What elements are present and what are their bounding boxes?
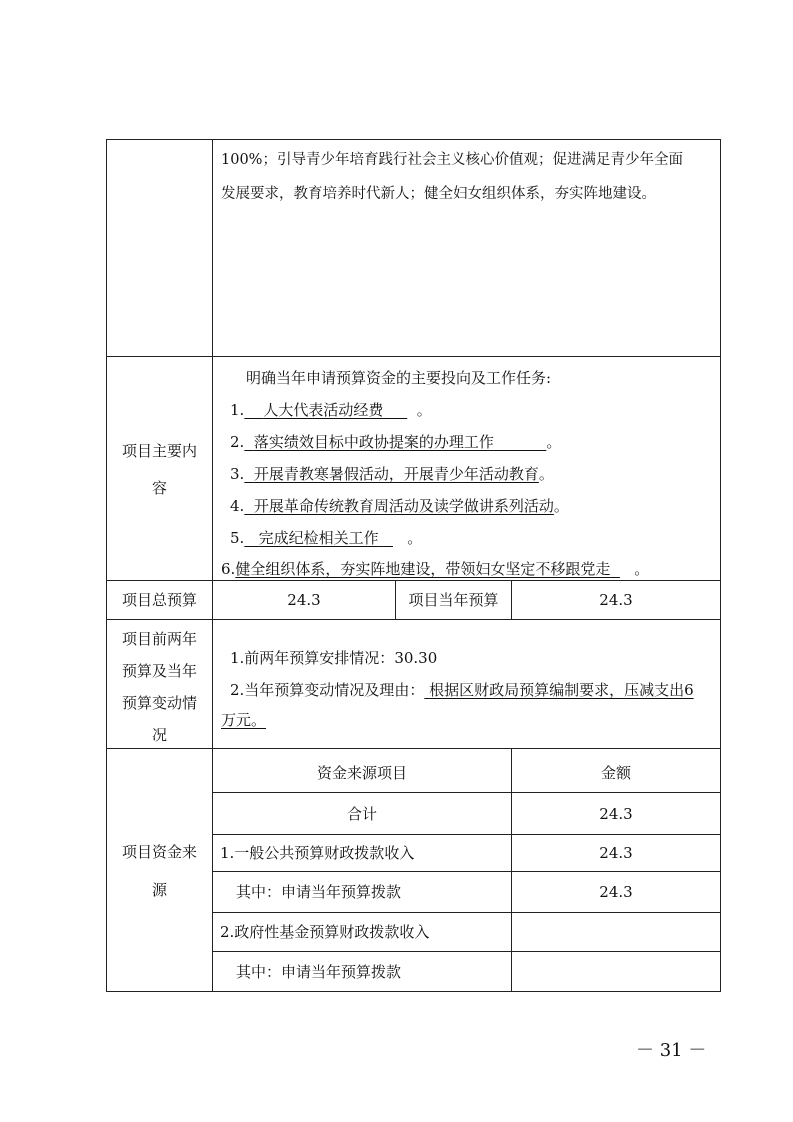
task-text: 人大代表活动经费 bbox=[263, 401, 384, 419]
task-item bbox=[230, 496, 569, 516]
task-item bbox=[230, 432, 561, 452]
task-text: 完成纪检相关工作 bbox=[258, 529, 379, 547]
change-label-line-2: 预算及当年 bbox=[121, 662, 197, 680]
task-number: 3. bbox=[230, 465, 245, 483]
task-end: 。 bbox=[553, 497, 569, 515]
table-rule bbox=[106, 356, 721, 357]
task-text: 落实绩效目标中政协提案的办理工作 bbox=[253, 433, 494, 451]
task-item bbox=[230, 464, 554, 484]
table-column-divider bbox=[511, 748, 512, 992]
task-number: 1. bbox=[230, 401, 245, 419]
task-number: 2. bbox=[230, 433, 245, 451]
change-label-line-4: 况 bbox=[151, 726, 167, 744]
table-border-bottom bbox=[106, 991, 721, 992]
table-column-divider bbox=[212, 139, 213, 992]
task-number: 6. bbox=[221, 560, 236, 578]
budget-change-reason-continued: 万元。 bbox=[221, 711, 267, 729]
main-content-label-line-2: 容 bbox=[151, 479, 167, 497]
funding-row-total-amount: 24.3 bbox=[599, 805, 633, 823]
task-number: 4. bbox=[230, 497, 245, 515]
budget-change-reason-line bbox=[230, 680, 694, 700]
budget-change-reason: 根据区财政局预算编制要求，压减支出6 bbox=[429, 681, 694, 699]
task-end: 。 bbox=[546, 433, 562, 451]
task-end: 。 bbox=[416, 401, 432, 419]
task-text: 开展革命传统教育周活动及读学做讲系列活动 bbox=[253, 497, 554, 515]
total-budget-value: 24.3 bbox=[287, 591, 321, 609]
funding-label-line-1: 项目资金来 bbox=[121, 843, 197, 861]
previous-budget-line: 1.前两年预算安排情况：30.30 bbox=[230, 649, 438, 667]
funding-row-amount: 24.3 bbox=[599, 844, 633, 862]
funding-label-line-2: 源 bbox=[151, 881, 167, 899]
task-item bbox=[230, 528, 422, 548]
main-content-label-line-1: 项目主要内 bbox=[121, 442, 197, 460]
table-rule bbox=[212, 951, 721, 952]
table-border-top bbox=[106, 139, 721, 140]
total-budget-label: 项目总预算 bbox=[121, 591, 197, 609]
budget-change-prefix: 2.当年预算变动情况及理由： bbox=[230, 681, 425, 699]
current-budget-label: 项目当年预算 bbox=[408, 591, 499, 609]
funding-row-name: 1.一般公共预算财政拨款收入 bbox=[220, 844, 415, 862]
funding-column-amount: 金额 bbox=[600, 764, 631, 782]
funding-row-total-name: 合计 bbox=[346, 805, 377, 823]
table-border-right bbox=[720, 139, 721, 992]
table-rule bbox=[212, 834, 721, 835]
task-item bbox=[221, 559, 649, 579]
funding-row-name: 其中：申请当年预算拨款 bbox=[236, 963, 402, 981]
task-end: 。 bbox=[634, 560, 650, 578]
task-end: 。 bbox=[407, 529, 423, 547]
change-label-line-1: 项目前两年 bbox=[121, 630, 197, 648]
change-label-line-3: 预算变动情 bbox=[121, 694, 197, 712]
main-content-intro: 明确当年申请预算资金的主要投向及工作任务: bbox=[246, 369, 552, 387]
task-end: 。 bbox=[538, 465, 554, 483]
current-budget-value: 24.3 bbox=[599, 591, 633, 609]
top-block-line-2: 发展要求，教育培养时代新人；健全妇女组织体系，夯实阵地建设。 bbox=[221, 186, 656, 202]
funding-row-name: 其中：申请当年预算拨款 bbox=[236, 883, 402, 901]
funding-row-amount: 24.3 bbox=[599, 883, 633, 901]
funding-row-name: 2.政府性基金预算财政拨款收入 bbox=[220, 923, 430, 941]
table-rule bbox=[212, 792, 721, 793]
task-number: 5. bbox=[230, 529, 245, 547]
table-rule bbox=[212, 871, 721, 872]
table-rule bbox=[106, 748, 721, 749]
funding-column-source: 资金来源项目 bbox=[316, 764, 407, 782]
table-rule bbox=[106, 580, 721, 581]
top-block-line-1: 100%；引导青少年培育践行社会主义核心价值观；促进满足青少年全面 bbox=[221, 152, 683, 168]
page-number: － 31 － bbox=[636, 1040, 707, 1061]
table-rule bbox=[106, 619, 721, 620]
table-border-left bbox=[106, 139, 107, 992]
task-item bbox=[230, 400, 432, 420]
task-text: 健全组织体系，夯实阵地建设，带领妇女坚定不移跟党走 bbox=[235, 560, 611, 578]
table-rule bbox=[212, 912, 721, 913]
task-text: 开展青教寒暑假活动，开展青少年活动教育 bbox=[253, 465, 539, 483]
